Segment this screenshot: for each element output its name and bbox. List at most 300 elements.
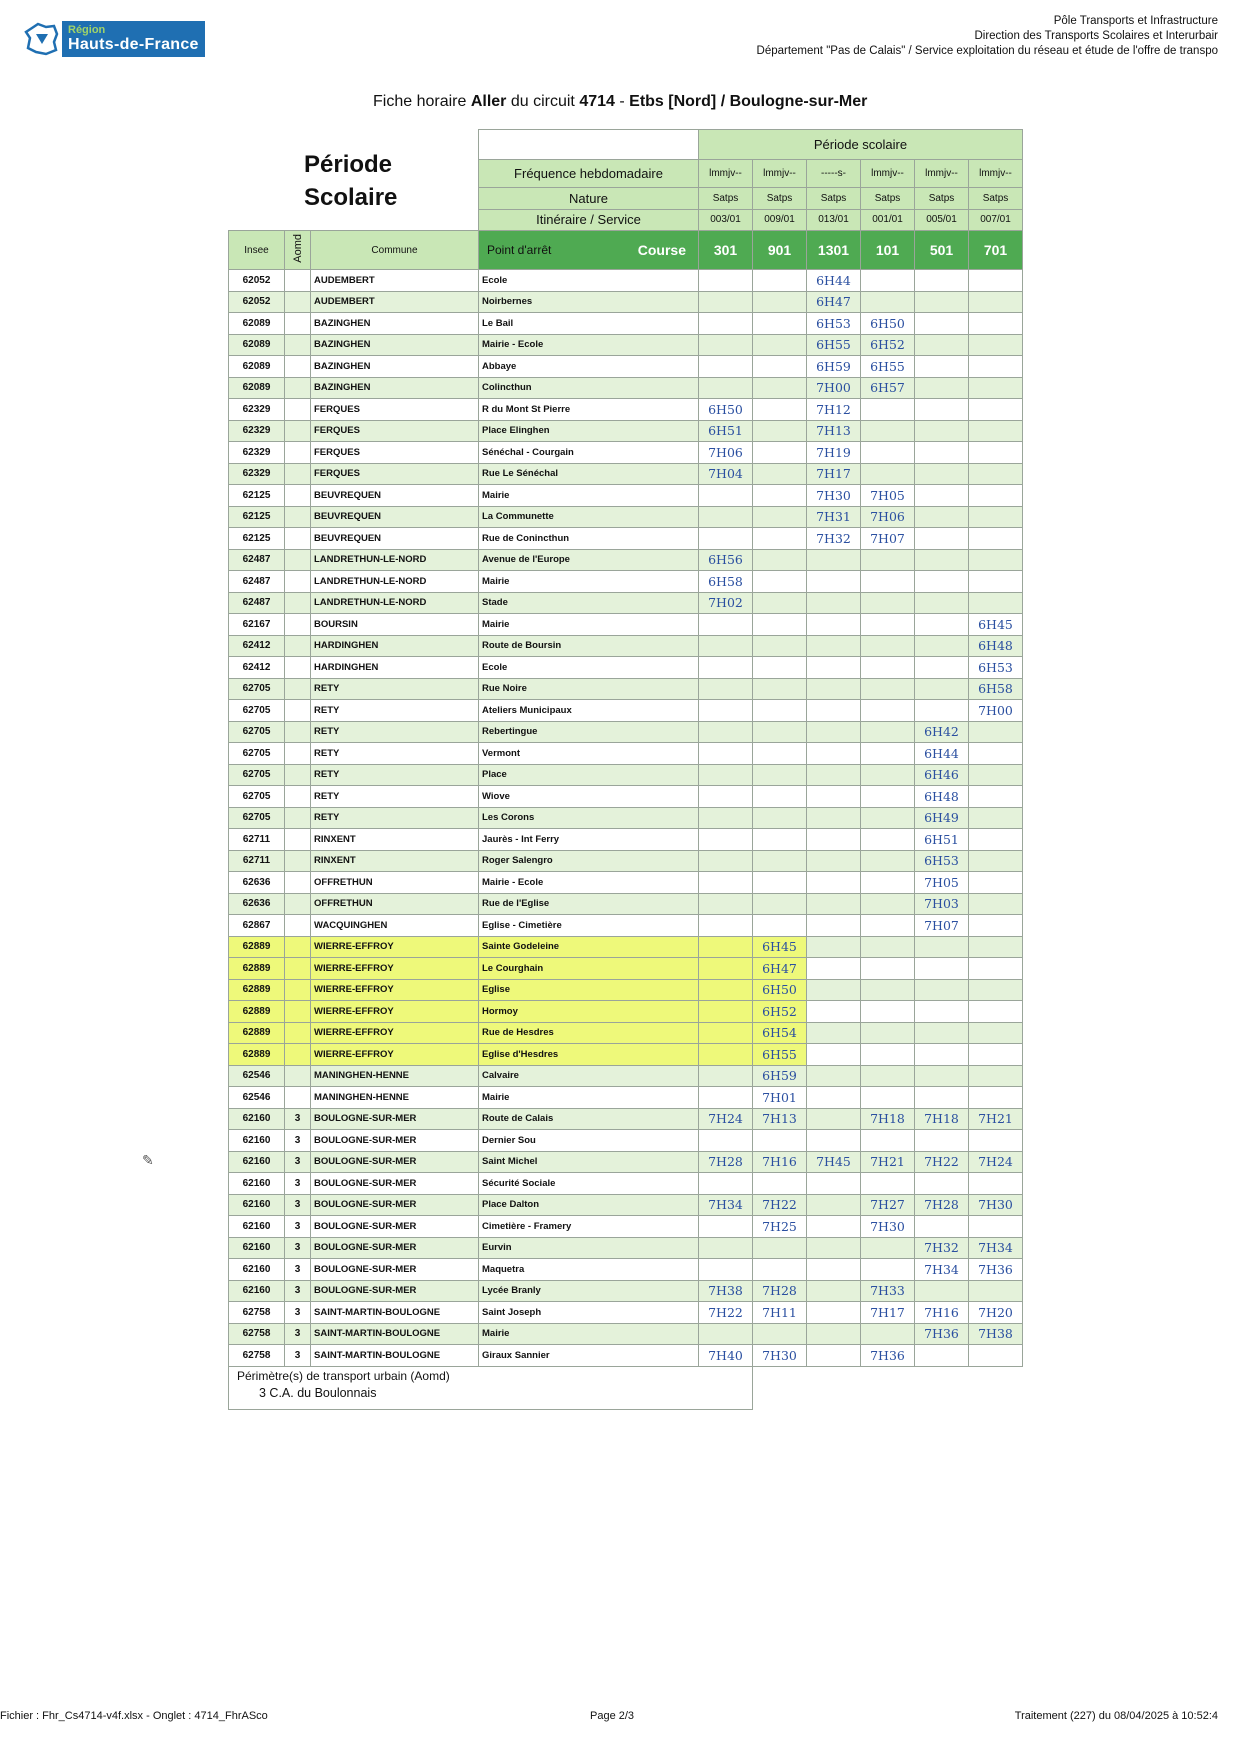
cell-time	[807, 1108, 861, 1130]
cell-time	[861, 936, 915, 958]
cell-commune: HARDINGHEN	[311, 635, 479, 657]
periode-line2: Scolaire	[304, 184, 398, 211]
cell-insee: 62160	[229, 1151, 285, 1173]
table-row	[229, 291, 1023, 313]
cell-time	[807, 1216, 861, 1238]
table-row	[229, 829, 1023, 851]
cell-time	[807, 743, 861, 765]
cell-time	[699, 1216, 753, 1238]
cell-time	[807, 1259, 861, 1281]
cell-time	[969, 786, 1023, 808]
cell-time	[699, 1065, 753, 1087]
cell-point-arret: Cimetière - Framery	[479, 1216, 699, 1238]
service-nature: Satps	[915, 188, 969, 210]
cell-time	[753, 442, 807, 464]
cell-time	[969, 377, 1023, 399]
cell-time	[969, 549, 1023, 571]
cell-commune: BOULOGNE-SUR-MER	[311, 1108, 479, 1130]
cell-time	[699, 829, 753, 851]
cell-aomd	[285, 958, 311, 980]
cell-aomd: 3	[285, 1173, 311, 1195]
timetable	[228, 129, 1023, 1410]
cell-time	[915, 463, 969, 485]
cell-time	[807, 592, 861, 614]
cell-point-arret: Rue de Conincthun	[479, 528, 699, 550]
cell-insee: 62160	[229, 1216, 285, 1238]
cell-insee: 62636	[229, 872, 285, 894]
freq-header: Fréquence hebdomadaire	[479, 160, 699, 188]
cell-time	[915, 420, 969, 442]
cell-time	[969, 829, 1023, 851]
cell-time: 6H47	[807, 291, 861, 313]
cell-commune: RINXENT	[311, 850, 479, 872]
cell-time	[699, 270, 753, 292]
cell-time	[969, 420, 1023, 442]
cell-commune: WIERRE-EFFROY	[311, 1022, 479, 1044]
cell-time	[807, 614, 861, 636]
cell-time	[699, 1022, 753, 1044]
cell-commune: BOULOGNE-SUR-MER	[311, 1216, 479, 1238]
cell-aomd	[285, 721, 311, 743]
cell-time: 6H58	[699, 571, 753, 593]
cell-time	[699, 291, 753, 313]
cell-commune: WIERRE-EFFROY	[311, 1044, 479, 1066]
cell-point-arret: Calvaire	[479, 1065, 699, 1087]
cell-aomd	[285, 657, 311, 679]
cell-time	[969, 485, 1023, 507]
cell-point-arret: Mairie	[479, 614, 699, 636]
header-blank-cell	[479, 130, 699, 160]
cell-commune: MANINGHEN-HENNE	[311, 1087, 479, 1109]
table-row	[229, 506, 1023, 528]
cell-time	[969, 334, 1023, 356]
cell-insee: 62487	[229, 549, 285, 571]
cell-point-arret: Mairie	[479, 571, 699, 593]
cell-time: 7H07	[861, 528, 915, 550]
cell-point-arret: Giraux Sannier	[479, 1345, 699, 1367]
cell-time: 6H59	[807, 356, 861, 378]
cell-time: 6H51	[699, 420, 753, 442]
service-nature: Satps	[969, 188, 1023, 210]
cell-insee: 62125	[229, 528, 285, 550]
cell-aomd	[285, 528, 311, 550]
cell-commune: BAZINGHEN	[311, 377, 479, 399]
cell-time	[753, 872, 807, 894]
cell-time	[753, 850, 807, 872]
service-freq: lmmjv--	[753, 160, 807, 188]
cell-time	[969, 721, 1023, 743]
cell-point-arret: Mairie	[479, 1323, 699, 1345]
cell-time	[807, 1087, 861, 1109]
cell-time	[699, 614, 753, 636]
cell-insee: 62329	[229, 420, 285, 442]
cell-time	[969, 1001, 1023, 1023]
cell-commune: RETY	[311, 764, 479, 786]
cell-time: 7H28	[699, 1151, 753, 1173]
cell-time	[699, 958, 753, 980]
cell-time: 6H45	[753, 936, 807, 958]
table-row	[229, 549, 1023, 571]
cell-commune: RINXENT	[311, 829, 479, 851]
cell-point-arret: Colincthun	[479, 377, 699, 399]
period-header: Période scolaire	[699, 130, 1023, 160]
service-course-number: 701	[969, 231, 1023, 270]
cell-time: 6H52	[861, 334, 915, 356]
table-row	[229, 743, 1023, 765]
cell-time	[861, 614, 915, 636]
cell-time	[753, 399, 807, 421]
cell-time: 6H53	[969, 657, 1023, 679]
cell-time: 7H22	[753, 1194, 807, 1216]
cell-time	[861, 1065, 915, 1087]
cell-time: 7H20	[969, 1302, 1023, 1324]
table-row	[229, 1345, 1023, 1367]
cell-time: 7H13	[753, 1108, 807, 1130]
cell-time: 7H30	[861, 1216, 915, 1238]
cell-time	[915, 1022, 969, 1044]
cell-time	[753, 743, 807, 765]
cell-time	[807, 635, 861, 657]
cell-time	[807, 549, 861, 571]
cell-commune: WIERRE-EFFROY	[311, 958, 479, 980]
cell-time: 6H56	[699, 549, 753, 571]
cell-point-arret: Wiove	[479, 786, 699, 808]
cell-time	[753, 721, 807, 743]
cell-aomd	[285, 936, 311, 958]
cell-time: 7H34	[969, 1237, 1023, 1259]
cell-insee: 62089	[229, 313, 285, 335]
cell-aomd	[285, 1044, 311, 1066]
cell-time: 7H32	[807, 528, 861, 550]
cell-time	[807, 657, 861, 679]
cell-time	[969, 1173, 1023, 1195]
cell-commune: BAZINGHEN	[311, 313, 479, 335]
cell-point-arret: Avenue de l'Europe	[479, 549, 699, 571]
cell-aomd	[285, 463, 311, 485]
cell-time: 7H18	[915, 1108, 969, 1130]
cell-time	[969, 1280, 1023, 1302]
cell-time	[915, 313, 969, 335]
table-row	[229, 528, 1023, 550]
cell-time: 7H45	[807, 1151, 861, 1173]
cell-time: 6H58	[969, 678, 1023, 700]
logo-line1: Région	[68, 24, 106, 36]
cell-time	[861, 1022, 915, 1044]
table-row	[229, 958, 1023, 980]
cell-commune: WIERRE-EFFROY	[311, 979, 479, 1001]
cell-time: 7H30	[753, 1345, 807, 1367]
cell-commune: HARDINGHEN	[311, 657, 479, 679]
france-map-icon	[22, 20, 62, 58]
table-row	[229, 270, 1023, 292]
cell-time	[861, 1323, 915, 1345]
cell-time	[753, 1130, 807, 1152]
cell-point-arret: Noirbernes	[479, 291, 699, 313]
cell-time	[915, 979, 969, 1001]
cell-point-arret: Eglise d'Hesdres	[479, 1044, 699, 1066]
cell-time: 6H49	[915, 807, 969, 829]
service-freq: lmmjv--	[915, 160, 969, 188]
cell-time: 7H21	[969, 1108, 1023, 1130]
cell-time	[699, 936, 753, 958]
cell-insee: 62705	[229, 678, 285, 700]
table-row	[229, 1259, 1023, 1281]
cell-insee: 62412	[229, 657, 285, 679]
table-row	[229, 614, 1023, 636]
table-row	[229, 1044, 1023, 1066]
table-row	[229, 893, 1023, 915]
cell-aomd	[285, 807, 311, 829]
cell-time	[969, 958, 1023, 980]
cell-point-arret: Eglise	[479, 979, 699, 1001]
cell-time	[807, 1173, 861, 1195]
cell-time	[861, 1001, 915, 1023]
cell-time	[753, 549, 807, 571]
service-nature: Satps	[699, 188, 753, 210]
cell-time	[861, 442, 915, 464]
cell-time: 7H05	[861, 485, 915, 507]
table-row	[229, 850, 1023, 872]
cell-time: 7H18	[861, 1108, 915, 1130]
cell-aomd	[285, 420, 311, 442]
cell-time	[861, 979, 915, 1001]
service-freq: -----s-	[807, 160, 861, 188]
cell-time	[861, 721, 915, 743]
cell-time	[807, 1130, 861, 1152]
footer-page: Page 2/3	[590, 1710, 635, 1722]
cell-time	[861, 872, 915, 894]
cell-insee: 62705	[229, 764, 285, 786]
cell-time	[699, 678, 753, 700]
cell-commune: OFFRETHUN	[311, 893, 479, 915]
cell-time: 6H55	[753, 1044, 807, 1066]
cell-time	[807, 936, 861, 958]
service-itineraire: 001/01	[861, 209, 915, 231]
cell-commune: LANDRETHUN-LE-NORD	[311, 592, 479, 614]
cell-time	[699, 356, 753, 378]
cell-time: 6H46	[915, 764, 969, 786]
cell-insee: 62160	[229, 1108, 285, 1130]
cell-time: 7H22	[915, 1151, 969, 1173]
cell-insee: 62052	[229, 270, 285, 292]
cell-point-arret: Sécurité Sociale	[479, 1173, 699, 1195]
table-row	[229, 979, 1023, 1001]
cell-time	[699, 506, 753, 528]
cell-time	[699, 1259, 753, 1281]
cell-time	[915, 1216, 969, 1238]
cell-point-arret: Ateliers Municipaux	[479, 700, 699, 722]
cell-commune: BOURSIN	[311, 614, 479, 636]
cell-time	[807, 1237, 861, 1259]
cell-time	[807, 1044, 861, 1066]
cell-time	[969, 807, 1023, 829]
itineraire-header: Itinéraire / Service	[479, 209, 699, 231]
table-row	[229, 1194, 1023, 1216]
cell-time: 7H00	[969, 700, 1023, 722]
org-line3: Département "Pas de Calais" / Service exploitation du réseau et étude de l'offre de transpo	[756, 45, 1218, 57]
cell-time: 7H25	[753, 1216, 807, 1238]
table-row	[229, 334, 1023, 356]
cell-commune: FERQUES	[311, 420, 479, 442]
cell-time	[807, 1302, 861, 1324]
cell-time	[915, 1345, 969, 1367]
cell-insee: 62636	[229, 893, 285, 915]
cell-time	[753, 571, 807, 593]
cell-time	[915, 528, 969, 550]
cell-time	[861, 291, 915, 313]
service-itineraire: 007/01	[969, 209, 1023, 231]
cell-insee: 62089	[229, 356, 285, 378]
cell-aomd	[285, 549, 311, 571]
cell-insee: 62125	[229, 506, 285, 528]
cell-point-arret: Mairie - Ecole	[479, 334, 699, 356]
cell-time	[969, 399, 1023, 421]
cell-point-arret: Route de Calais	[479, 1108, 699, 1130]
cell-aomd	[285, 829, 311, 851]
cell-insee: 62758	[229, 1323, 285, 1345]
cell-time	[753, 291, 807, 313]
cell-time: 6H45	[969, 614, 1023, 636]
cell-time: 7H40	[699, 1345, 753, 1367]
cell-commune: BOULOGNE-SUR-MER	[311, 1173, 479, 1195]
cell-time	[915, 334, 969, 356]
cell-insee: 62487	[229, 571, 285, 593]
document-title	[373, 93, 867, 111]
cell-insee: 62758	[229, 1345, 285, 1367]
cell-point-arret: Dernier Sou	[479, 1130, 699, 1152]
cell-time	[969, 291, 1023, 313]
cell-time	[915, 958, 969, 980]
cell-time: 6H48	[969, 635, 1023, 657]
col-aomd-label: Aomd	[291, 234, 304, 263]
table-row	[229, 1323, 1023, 1345]
cell-commune: SAINT-MARTIN-BOULOGNE	[311, 1345, 479, 1367]
cell-time	[807, 764, 861, 786]
cell-time: 7H05	[915, 872, 969, 894]
cell-time	[753, 1323, 807, 1345]
cell-time: 6H44	[915, 743, 969, 765]
cell-time	[861, 915, 915, 937]
cell-time	[861, 764, 915, 786]
cell-time	[915, 1280, 969, 1302]
cell-commune: BEUVREQUEN	[311, 485, 479, 507]
cell-time	[915, 291, 969, 313]
cell-aomd: 3	[285, 1323, 311, 1345]
table-row	[229, 1302, 1023, 1324]
cell-insee: 62160	[229, 1194, 285, 1216]
cell-commune: RETY	[311, 807, 479, 829]
cell-time	[969, 915, 1023, 937]
cell-time	[915, 270, 969, 292]
cell-aomd	[285, 786, 311, 808]
cell-time	[807, 1194, 861, 1216]
cell-time: 7H24	[969, 1151, 1023, 1173]
cell-time	[861, 592, 915, 614]
cell-time	[753, 678, 807, 700]
cell-point-arret: Ecole	[479, 657, 699, 679]
cell-aomd	[285, 377, 311, 399]
cell-time	[699, 1323, 753, 1345]
cell-point-arret: Roger Salengro	[479, 850, 699, 872]
cell-point-arret: Eurvin	[479, 1237, 699, 1259]
table-row	[229, 721, 1023, 743]
cell-time	[969, 1345, 1023, 1367]
title-direction: Aller	[470, 93, 507, 110]
cell-time	[969, 1044, 1023, 1066]
cell-insee: 62889	[229, 958, 285, 980]
table-row	[229, 1022, 1023, 1044]
cell-time	[753, 786, 807, 808]
table-row	[229, 1151, 1023, 1173]
cell-aomd	[285, 334, 311, 356]
cell-insee: 62705	[229, 743, 285, 765]
cell-aomd	[285, 678, 311, 700]
cell-aomd	[285, 700, 311, 722]
cell-time	[753, 528, 807, 550]
cell-insee: 62160	[229, 1173, 285, 1195]
cell-point-arret: Mairie	[479, 1087, 699, 1109]
table-row	[229, 463, 1023, 485]
cell-time: 7H22	[699, 1302, 753, 1324]
cell-point-arret: Mairie	[479, 485, 699, 507]
service-nature: Satps	[753, 188, 807, 210]
cell-time	[753, 657, 807, 679]
cell-commune: OFFRETHUN	[311, 872, 479, 894]
cell-insee: 62705	[229, 700, 285, 722]
table-row	[229, 1065, 1023, 1087]
cell-insee: 62089	[229, 377, 285, 399]
cell-aomd: 3	[285, 1216, 311, 1238]
cell-insee: 62160	[229, 1259, 285, 1281]
footnote-line2: 3 C.A. du Boulonnais	[259, 1385, 377, 1400]
cell-point-arret: Les Corons	[479, 807, 699, 829]
cell-insee: 62889	[229, 1044, 285, 1066]
cell-time	[915, 614, 969, 636]
cell-time: 7H30	[969, 1194, 1023, 1216]
title-route: Etbs [Nord] / Boulogne-sur-Mer	[629, 93, 868, 110]
cell-commune: BEUVREQUEN	[311, 528, 479, 550]
cell-aomd	[285, 291, 311, 313]
cell-point-arret: Jaurès - Int Ferry	[479, 829, 699, 851]
cell-commune: BAZINGHEN	[311, 356, 479, 378]
cell-time	[807, 786, 861, 808]
cell-point-arret: Le Courghain	[479, 958, 699, 980]
cell-time	[969, 592, 1023, 614]
table-row	[229, 420, 1023, 442]
cell-time	[753, 1237, 807, 1259]
cell-time: 7H02	[699, 592, 753, 614]
cell-aomd	[285, 743, 311, 765]
cell-time: 7H34	[699, 1194, 753, 1216]
cell-time: 6H50	[861, 313, 915, 335]
cell-time	[861, 958, 915, 980]
cell-time: 6H50	[699, 399, 753, 421]
cell-time	[699, 764, 753, 786]
cell-time: 7H21	[861, 1151, 915, 1173]
cell-insee: 62758	[229, 1302, 285, 1324]
cell-time	[915, 442, 969, 464]
cell-time: 6H57	[861, 377, 915, 399]
cell-aomd: 3	[285, 1130, 311, 1152]
cell-aomd	[285, 313, 311, 335]
footer-processing: Traitement (227) du 08/04/2025 à 10:52:4	[1014, 1710, 1218, 1722]
cell-aomd	[285, 915, 311, 937]
cell-time: 6H55	[861, 356, 915, 378]
cell-insee: 62160	[229, 1130, 285, 1152]
cell-time	[969, 1130, 1023, 1152]
table-row	[229, 872, 1023, 894]
footnote	[229, 1366, 753, 1409]
